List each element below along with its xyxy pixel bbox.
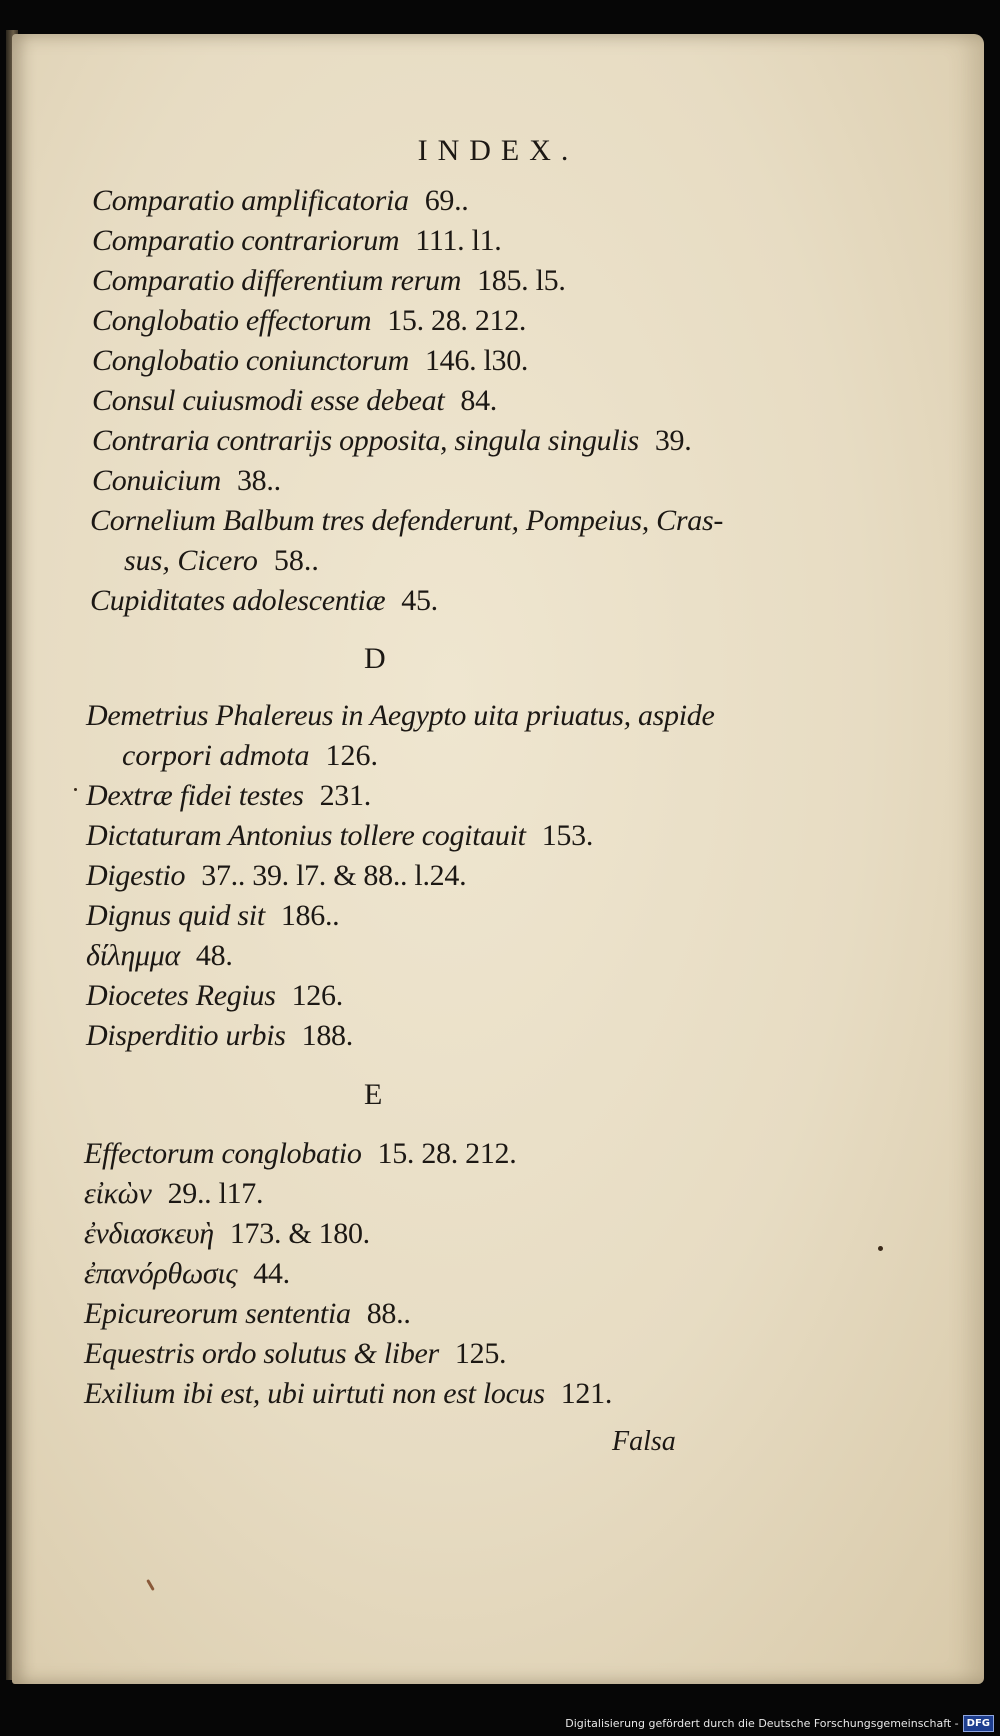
- index-entry: [92, 304, 526, 338]
- index-entry: [86, 899, 339, 933]
- entry-ref: 126.: [291, 979, 343, 1012]
- entry-term: Equestris ordo solutus & liber: [84, 1337, 439, 1370]
- index-entry: [90, 504, 723, 538]
- entry-term: Conuicium: [92, 464, 221, 497]
- entry-term: Comparatio differentium rerum: [92, 264, 462, 297]
- entry-term: Comparatio contrariorum: [92, 224, 400, 257]
- entry-ref: 231.: [319, 779, 371, 812]
- index-entry: [86, 859, 466, 893]
- index-entry: [86, 979, 343, 1013]
- dfg-credit-text: Digitalisierung gefördert durch die Deutsche Forschungsgemeinschaft -: [565, 1716, 959, 1730]
- index-entry: [92, 264, 566, 298]
- index-entry: [92, 344, 528, 378]
- entry-ref: 58..: [273, 544, 319, 577]
- index-entry: [84, 1217, 370, 1251]
- section-letter-e: E: [364, 1078, 383, 1111]
- entry-ref: 173. & 180.: [229, 1217, 370, 1250]
- index-entry-continuation: [124, 544, 319, 578]
- entry-term: Contraria contrarijs opposita, singula singulis: [92, 424, 639, 457]
- entry-ref: 37.. 39. l7. & 88.. l.24.: [201, 859, 467, 892]
- index-entry: [84, 1297, 411, 1331]
- paper-speck: [74, 788, 77, 791]
- entry-term: Cornelium Balbum tres defenderunt, Pompeius, Cras-: [90, 504, 724, 537]
- index-entry-continuation: [122, 739, 378, 773]
- entry-ref: 48.: [195, 939, 233, 972]
- entry-term: Conglobatio effectorum: [92, 304, 372, 337]
- entry-term: Disperditio urbis: [86, 1019, 286, 1052]
- entry-term: Epicureorum sententia: [84, 1297, 351, 1330]
- entry-ref: 38..: [236, 464, 281, 497]
- index-entry: [90, 584, 438, 618]
- index-entry: [84, 1137, 516, 1171]
- entry-ref: 69..: [424, 184, 469, 217]
- entry-ref: 15. 28. 212.: [377, 1137, 517, 1170]
- entry-term: Consul cuiusmodi esse debeat: [92, 384, 445, 417]
- entry-term: Diocetes Regius: [86, 979, 276, 1012]
- entry-ref: 153.: [541, 819, 594, 852]
- index-entry: [86, 939, 233, 973]
- entry-ref: 45.: [401, 584, 438, 617]
- entry-ref: 84.: [460, 384, 498, 417]
- entry-term: Digestio: [86, 859, 186, 892]
- index-entry: [92, 464, 281, 498]
- entry-term: Dextræ fidei testes: [86, 779, 304, 812]
- index-entry: [84, 1177, 263, 1211]
- entry-term: Exilium ibi est, ubi uirtuti non est locus: [84, 1377, 545, 1410]
- entry-ref: 39.: [654, 424, 692, 457]
- entry-term: ἐπανόρθωσις: [84, 1257, 238, 1290]
- index-entry: [92, 184, 469, 218]
- dfg-logo: DFG: [963, 1715, 994, 1732]
- index-entry: [86, 819, 593, 853]
- catchword: Falsa: [612, 1426, 676, 1457]
- entry-ref: 125.: [454, 1337, 507, 1370]
- index-entry: [92, 384, 497, 418]
- entry-term: Conglobatio coniunctorum: [92, 344, 409, 377]
- entry-term: Demetrius Phalereus in Aegypto uita priuatus, aspide: [86, 699, 715, 732]
- page-heading: INDEX.: [417, 134, 579, 167]
- paper-mark: [146, 1579, 155, 1591]
- index-entry: [84, 1377, 612, 1411]
- book-page: [12, 34, 984, 1684]
- entry-ref: 188.: [301, 1019, 353, 1052]
- entry-term: Dictaturam Antonius tollere cogitauit: [86, 819, 526, 852]
- entry-term: Comparatio amplificatoria: [92, 184, 409, 217]
- entry-term: corpori admota: [122, 739, 310, 772]
- entry-term: δίλημμα: [86, 939, 180, 972]
- entry-ref: 146. l30.: [424, 344, 529, 377]
- entry-ref: 15. 28. 212.: [387, 304, 527, 337]
- entry-term: Dignus quid sit: [86, 899, 265, 932]
- entry-ref: 121.: [560, 1377, 613, 1410]
- entry-ref: 186..: [280, 899, 340, 932]
- index-entry: [86, 779, 371, 813]
- index-entry: [86, 1019, 353, 1053]
- page-content: [12, 34, 984, 1684]
- entry-term: sus, Cicero: [124, 544, 258, 577]
- section-letter-d: D: [364, 642, 386, 675]
- dfg-credit-banner: [565, 1712, 994, 1734]
- entry-term: εἰκὼν: [84, 1177, 152, 1210]
- entry-ref: 44.: [253, 1257, 290, 1290]
- entry-term: Cupiditates adolescentiæ: [90, 584, 386, 617]
- paper-speck: [878, 1246, 883, 1251]
- entry-ref: 88..: [366, 1297, 411, 1330]
- index-entry: [86, 699, 715, 733]
- entry-ref: 185. l5.: [477, 264, 566, 297]
- index-entry: [92, 424, 691, 458]
- entry-ref: 29.. l17.: [167, 1177, 264, 1210]
- index-entry: [84, 1257, 290, 1291]
- entry-term: ἐνδιασκευὴ: [84, 1217, 214, 1250]
- entry-ref: 111. l1.: [415, 224, 502, 257]
- entry-ref: 126.: [325, 739, 378, 772]
- index-entry: [84, 1337, 506, 1371]
- entry-term: Effectorum conglobatio: [84, 1137, 362, 1170]
- index-entry: [92, 224, 502, 258]
